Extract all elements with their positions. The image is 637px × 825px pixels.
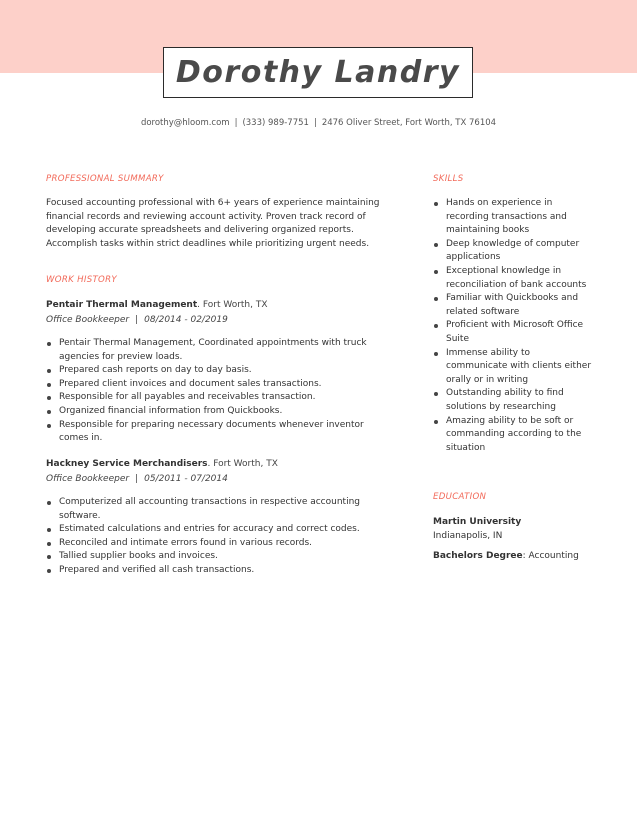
education-degree (433, 550, 613, 564)
list-item: Estimated calculations and entries for accuracy and correct codes. (46, 523, 396, 537)
job-role-line (46, 471, 396, 487)
education-entry (433, 516, 613, 564)
work-history-heading: WORK HISTORY (46, 275, 117, 285)
contact-phone: (333) 989-7751 (242, 118, 309, 128)
list-item: Hands on experience in recording transactions and maintaining books (433, 197, 593, 238)
list-item: Responsible for all payables and receivables transaction. (46, 391, 396, 405)
list-item: Tallied supplier books and invoices. (46, 550, 396, 564)
list-item: Reconciled and intimate errors found in various records. (46, 537, 396, 551)
job-role: Office Bookkeeper (46, 315, 130, 325)
job-role-line (46, 312, 396, 328)
contact-line (0, 118, 637, 128)
degree-field: : Accounting (522, 551, 579, 562)
job-company: Hackney Service Merchandisers (46, 459, 208, 469)
job-company: Pentair Thermal Management (46, 300, 198, 310)
job-location: . Fort Worth, TX (197, 300, 268, 310)
summary-heading: PROFESSIONAL SUMMARY (46, 174, 164, 184)
list-item: Responsible for preparing necessary documents whenever inventor comes in. (46, 419, 396, 446)
list-item: Computerized all accounting transactions in respective accounting software. (46, 496, 396, 523)
job-location: . Fort Worth, TX (207, 459, 278, 469)
education-school: Martin University (433, 517, 522, 527)
name-box (163, 47, 473, 98)
skills-list-container (433, 197, 593, 455)
job-title-line (46, 457, 396, 471)
contact-separator: | (313, 118, 317, 128)
list-item: Pentair Thermal Management, Coordinated appointments with truck agencies for preview loads. (46, 337, 396, 364)
list-item: Prepared client invoices and document sales transactions. (46, 378, 396, 392)
list-item: Proficient with Microsoft Office Suite (433, 319, 593, 346)
list-item: Deep knowledge of computer applications (433, 238, 593, 265)
contact-address: 2476 Oliver Street, Fort Worth, TX 76104 (321, 118, 497, 128)
list-item: Exceptional knowledge in reconciliation of bank accounts (433, 265, 593, 292)
job-entry (46, 457, 396, 578)
list-item: Organized financial information from Quickbooks. (46, 405, 396, 419)
skills-list (433, 197, 593, 455)
job-dates: 05/2011 - 07/2014 (144, 474, 228, 484)
list-item: Immense ability to communicate with clients either orally or in writing (433, 347, 593, 388)
job-bullets (46, 496, 396, 578)
job-bullets (46, 337, 396, 446)
job-role: Office Bookkeeper (46, 474, 130, 484)
summary-text: Focused accounting professional with 6+ years of experience maintaining financial records and reviewing account activity. Proven track record of developing accurate spreadsheets and delivering organized reports. Accomplish tasks within strict deadlines while prioritizing urgent needs. (46, 198, 380, 249)
list-item: Outstanding ability to find solutions by researching (433, 387, 593, 414)
contact-email: dorothy@hloom.com (140, 118, 230, 128)
list-item: Prepared cash reports on day to day basis. (46, 364, 396, 378)
degree-label: Bachelors Degree (433, 551, 523, 562)
role-separator: | (135, 315, 139, 325)
candidate-name: Dorothy Landry (175, 55, 461, 90)
education-city: Indianapolis, IN (433, 530, 503, 541)
role-separator: | (135, 474, 139, 484)
job-dates: 08/2014 - 02/2019 (144, 315, 228, 325)
job-title-line (46, 298, 396, 312)
education-heading: EDUCATION (433, 492, 487, 502)
contact-separator: | (234, 118, 238, 128)
skills-heading: SKILLS (433, 174, 464, 184)
list-item: Amazing ability to be soft or commanding according to the situation (433, 415, 593, 456)
list-item: Prepared and verified all cash transactions. (46, 564, 396, 578)
job-entry (46, 298, 396, 446)
list-item: Familiar with Quickbooks and related software (433, 292, 593, 319)
